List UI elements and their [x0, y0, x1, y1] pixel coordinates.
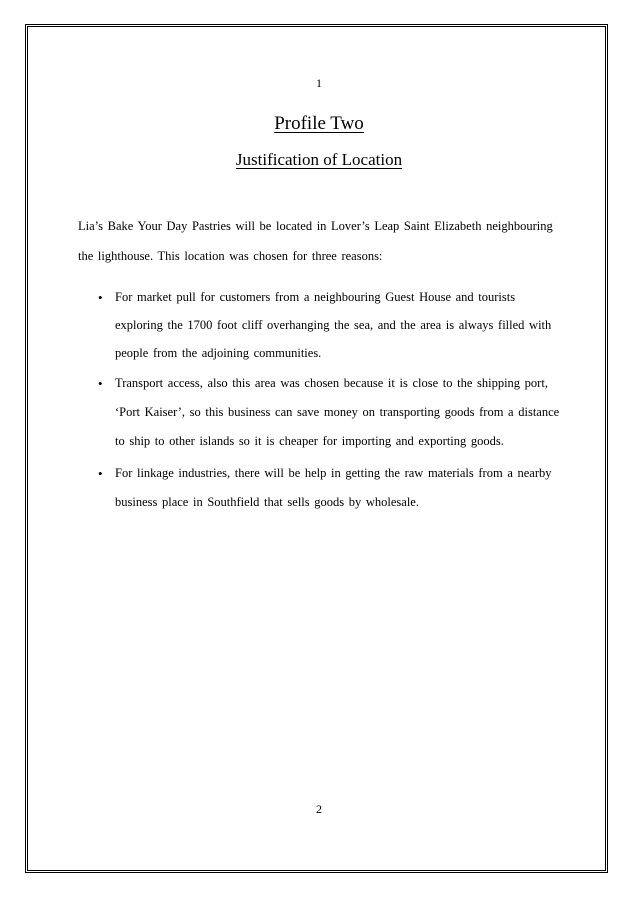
bullet-line: Transport access, also this area was chosen because it is close to the shipping port, — [115, 376, 548, 390]
page-number-bottom: 2 — [316, 802, 322, 816]
bullet-line: For market pull for customers from a neighbouring Guest House and tourists — [115, 290, 516, 304]
bullet-line: ‘Port Kaiser’, so this business can save money on transporting goods from a distance — [115, 405, 560, 419]
intro-line: Lia’s Bake Your Day Pastries will be located in Lover’s Leap Saint Elizabeth neighbouring — [78, 219, 553, 233]
bullet-line: For linkage industries, there will be help in getting the raw materials from a nearby — [115, 466, 552, 480]
bullet-line: to ship to other islands so it is cheaper for importing and exporting goods. — [115, 434, 504, 448]
bullet-marker: • — [98, 290, 103, 305]
bullet-marker: • — [98, 466, 103, 481]
page-number-top: 1 — [316, 76, 322, 90]
bullet-line: business place in Southfield that sells goods by wholesale. — [115, 495, 419, 509]
bullet-line: exploring the 1700 foot cliff overhanging the sea, and the area is always filled with — [115, 318, 552, 332]
intro-line: the lighthouse. This location was chosen for three reasons: — [78, 249, 383, 263]
profile-title: Profile Two — [274, 113, 364, 134]
bullet-marker: • — [98, 376, 103, 391]
bullet-line: people from the adjoining communities. — [115, 346, 322, 360]
section-heading: Justification of Location — [235, 150, 403, 169]
